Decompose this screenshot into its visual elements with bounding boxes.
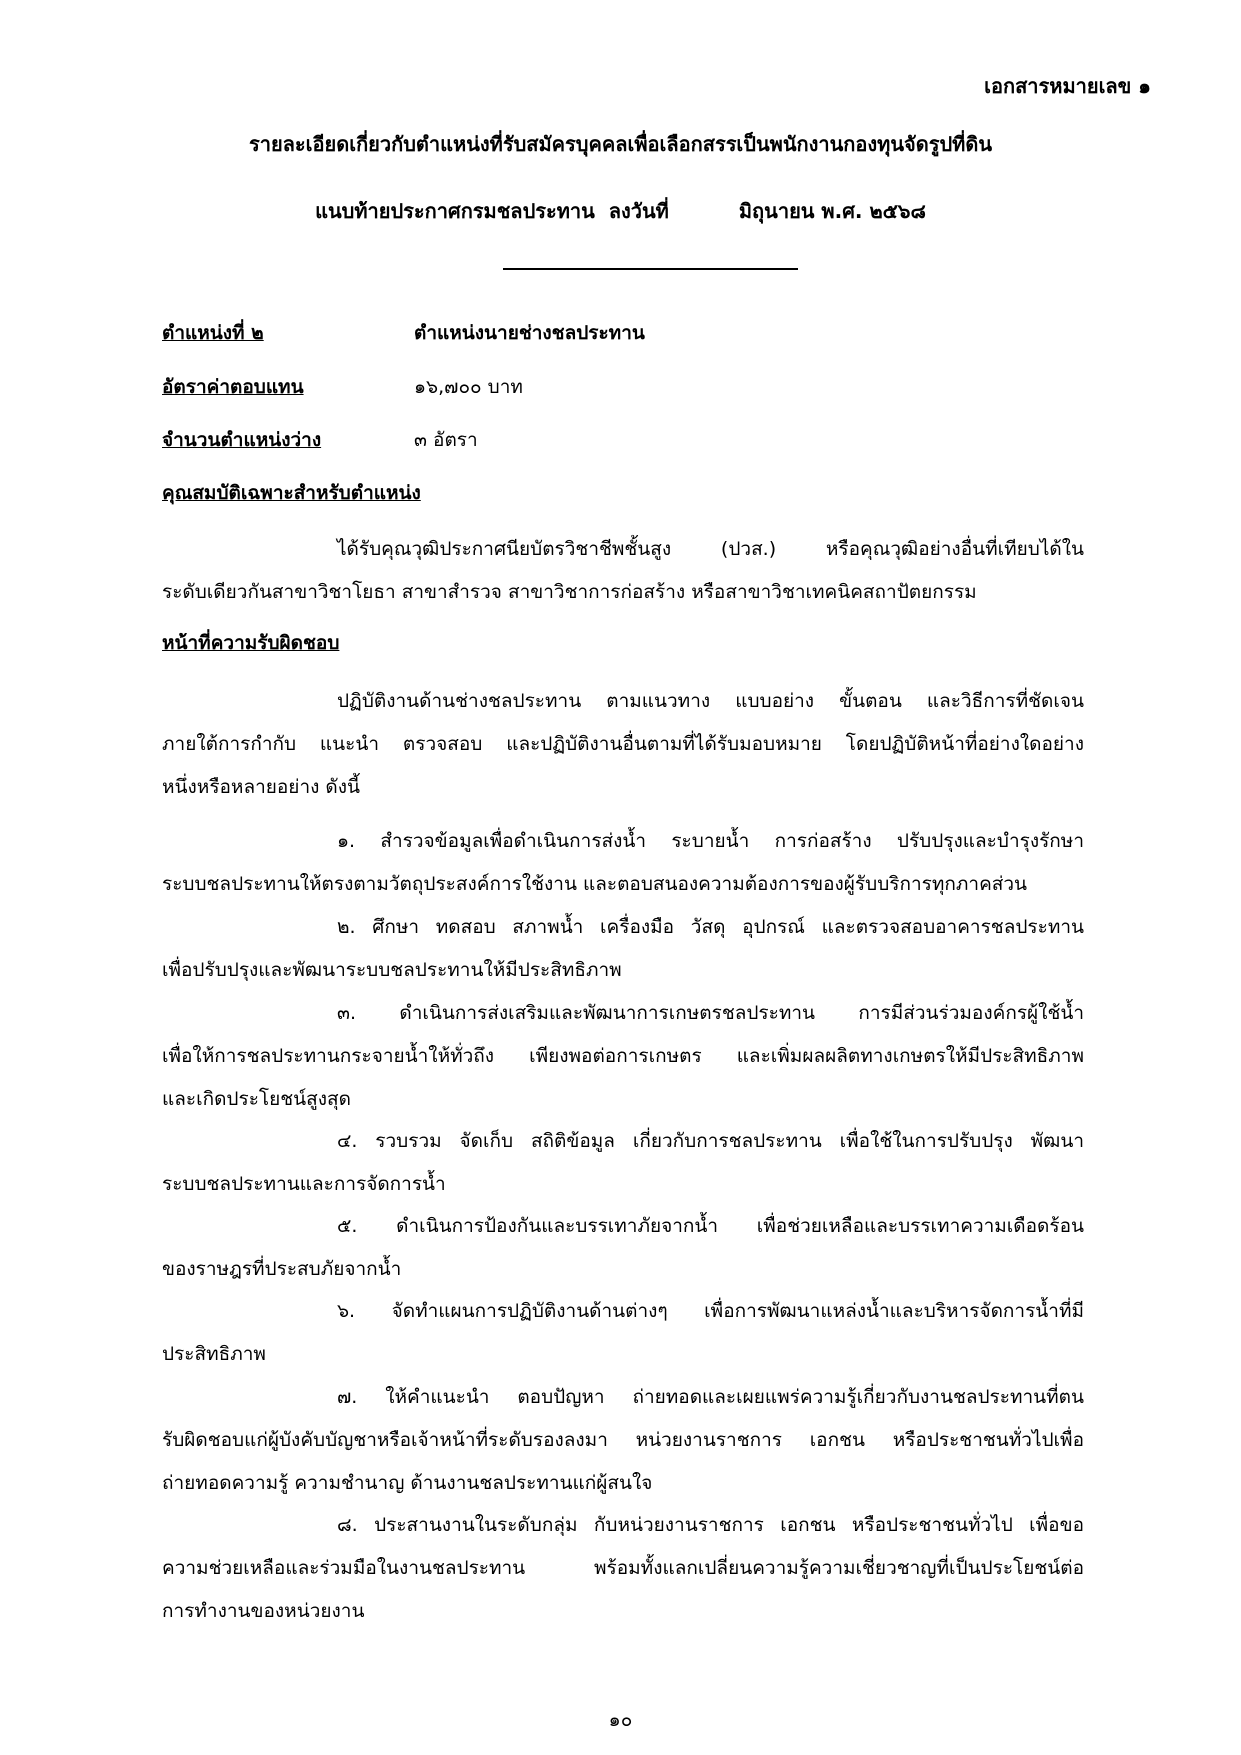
duty-line: ๘. ประสานงานในระดับกลุ่ม กับหน่วยงานราชการ เอกชน หรือประชาชนทั่วไป เพื่อขอ bbox=[337, 1514, 1084, 1536]
duty-line: ถ่ายทอดความรู้ ความชำนาญ ด้านงานชลประทานแก่ผู้สนใจ bbox=[162, 1472, 653, 1494]
duty-line: การทำงานของหน่วยงาน bbox=[162, 1600, 365, 1622]
duty-item-4 bbox=[162, 1120, 1084, 1206]
duty-line: ระบบชลประทานและการจัดการน้ำ bbox=[162, 1173, 446, 1195]
vacancy-value: ๓ อัตรา bbox=[414, 429, 478, 451]
position-label: ตำแหน่งที่ ๒ bbox=[162, 322, 264, 344]
salary-label: อัตราค่าตอบแทน bbox=[162, 376, 304, 398]
subtitle-date: มิถุนายน พ.ศ. ๒๕๖๘ bbox=[738, 199, 926, 223]
duty-line: เพื่อปรับปรุงและพัฒนาระบบชลประทานให้มีประสิทธิภาพ bbox=[162, 959, 622, 981]
duty-line: ของราษฎรที่ประสบภัยจากน้ำ bbox=[162, 1258, 402, 1280]
document-title: รายละเอียดเกี่ยวกับตำแหน่งที่รับสมัครบุคคลเพื่อเลือกสรรเป็นพนักงานกองทุนจัดรูปที่ดิน bbox=[248, 132, 993, 156]
duty-line: ๒. ศึกษา ทดสอบ สภาพน้ำ เครื่องมือ วัสดุ อุปกรณ์ และตรวจสอบอาคารชลประทาน bbox=[337, 916, 1084, 938]
salary-value: ๑๖,๗๐๐ บาท bbox=[414, 376, 523, 398]
duty-line: ๗. ให้คำแนะนำ ตอบปัญหา ถ่ายทอดและเผยแพร่ความรู้เกี่ยวกับงานชลประทานที่ตน bbox=[337, 1386, 1084, 1408]
duty-line: ๑. สำรวจข้อมูลเพื่อดำเนินการส่งน้ำ ระบายน้ำ การก่อสร้าง ปรับปรุงและบำรุงรักษา bbox=[337, 830, 1084, 852]
duties-heading: หน้าที่ความรับผิดชอบ bbox=[162, 632, 340, 654]
duty-line: ระบบชลประทานให้ตรงตามวัตถุประสงค์การใช้งาน และตอบสนองความต้องการของผู้รับบริการทุกภาคส่วน bbox=[162, 873, 1028, 895]
duty-item-2 bbox=[162, 906, 1084, 992]
title-divider bbox=[503, 268, 798, 270]
duty-item-5 bbox=[162, 1205, 1084, 1291]
duty-line: และเกิดประโยชน์สูงสุด bbox=[162, 1088, 351, 1110]
duty-line: ประสิทธิภาพ bbox=[162, 1343, 266, 1365]
qualifications-line: ระดับเดียวกันสาขาวิชาโยธา สาขาสำรวจ สาขาวิชาการก่อสร้าง หรือสาขาวิชาเทคนิคสถาปัตยกรรม bbox=[162, 581, 977, 603]
duties-intro-line: ภายใต้การกำกับ แนะนำ ตรวจสอบ และปฏิบัติงานอื่นตามที่ได้รับมอบหมาย โดยปฏิบัติหน้าที่อย่างใดอย่าง bbox=[162, 733, 1084, 755]
duty-line: ๕. ดำเนินการป้องกันและบรรเทาภัยจากน้ำ เพื่อช่วยเหลือและบรรเทาความเดือดร้อน bbox=[337, 1215, 1084, 1237]
duty-item-3 bbox=[162, 992, 1084, 1121]
qualifications-paragraph bbox=[162, 528, 1084, 614]
duty-line: ๖. จัดทำแผนการปฏิบัติงานด้านต่างๆ เพื่อการพัฒนาแหล่งน้ำและบริหารจัดการน้ำที่มี bbox=[337, 1300, 1084, 1322]
qualifications-heading: คุณสมบัติเฉพาะสำหรับตำแหน่ง bbox=[162, 482, 421, 504]
duty-item-1 bbox=[162, 820, 1084, 906]
qualifications-line: ได้รับคุณวุฒิประกาศนียบัตรวิชาชีพชั้นสูง (ปวส.) หรือคุณวุฒิอย่างอื่นที่เทียบได้ใน bbox=[337, 538, 1084, 560]
salary-field bbox=[162, 372, 523, 402]
position-value: ตำแหน่งนายช่างชลประทาน bbox=[414, 322, 645, 344]
document-subtitle bbox=[0, 195, 1241, 227]
duty-item-8 bbox=[162, 1504, 1084, 1633]
duty-item-7 bbox=[162, 1376, 1084, 1505]
duty-line: รับผิดชอบแก่ผู้บังคับบัญชาหรือเจ้าหน้าที่ระดับรองลงมา หน่วยงานราชการ เอกชน หรือประชาชนทั่วไปเพื่อ bbox=[162, 1429, 1084, 1451]
vacancy-field bbox=[162, 425, 478, 455]
duties-intro-line: ปฏิบัติงานด้านช่างชลประทาน ตามแนวทาง แบบอย่าง ขั้นตอน และวิธีการที่ชัดเจน bbox=[337, 690, 1084, 712]
document-number: เอกสารหมายเลข ๑ bbox=[984, 74, 1151, 98]
duty-line: ๓. ดำเนินการส่งเสริมและพัฒนาการเกษตรชลประทาน การมีส่วนร่วมองค์กรผู้ใช้น้ำ bbox=[337, 1002, 1084, 1024]
duty-line: ๔. รวบรวม จัดเก็บ สถิติข้อมูล เกี่ยวกับการชลประทาน เพื่อใช้ในการปรับปรุง พัฒนา bbox=[337, 1130, 1084, 1152]
page-number: ๑๐ bbox=[608, 1709, 633, 1731]
duties-intro-paragraph bbox=[162, 680, 1084, 809]
subtitle-announcement: แนบท้ายประกาศกรมชลประทาน ลงวันที่ bbox=[315, 199, 669, 223]
duty-item-6 bbox=[162, 1290, 1084, 1376]
position-field bbox=[162, 318, 645, 348]
duty-line: เพื่อให้การชลประทานกระจายน้ำให้ทั่วถึง เพียงพอต่อการเกษตร และเพิ่มผลผลิตทางเกษตรให้มีประสิทธิภาพ bbox=[162, 1045, 1084, 1067]
duties-intro-line: หนึ่งหรือหลายอย่าง ดังนี้ bbox=[162, 776, 361, 798]
vacancy-label: จำนวนตำแหน่งว่าง bbox=[162, 429, 322, 451]
duty-line: ความช่วยเหลือและร่วมมือในงานชลประทาน พร้อมทั้งแลกเปลี่ยนความรู้ความเชี่ยวชาญที่เป็นประโยชน์ต่อ bbox=[162, 1557, 1084, 1579]
